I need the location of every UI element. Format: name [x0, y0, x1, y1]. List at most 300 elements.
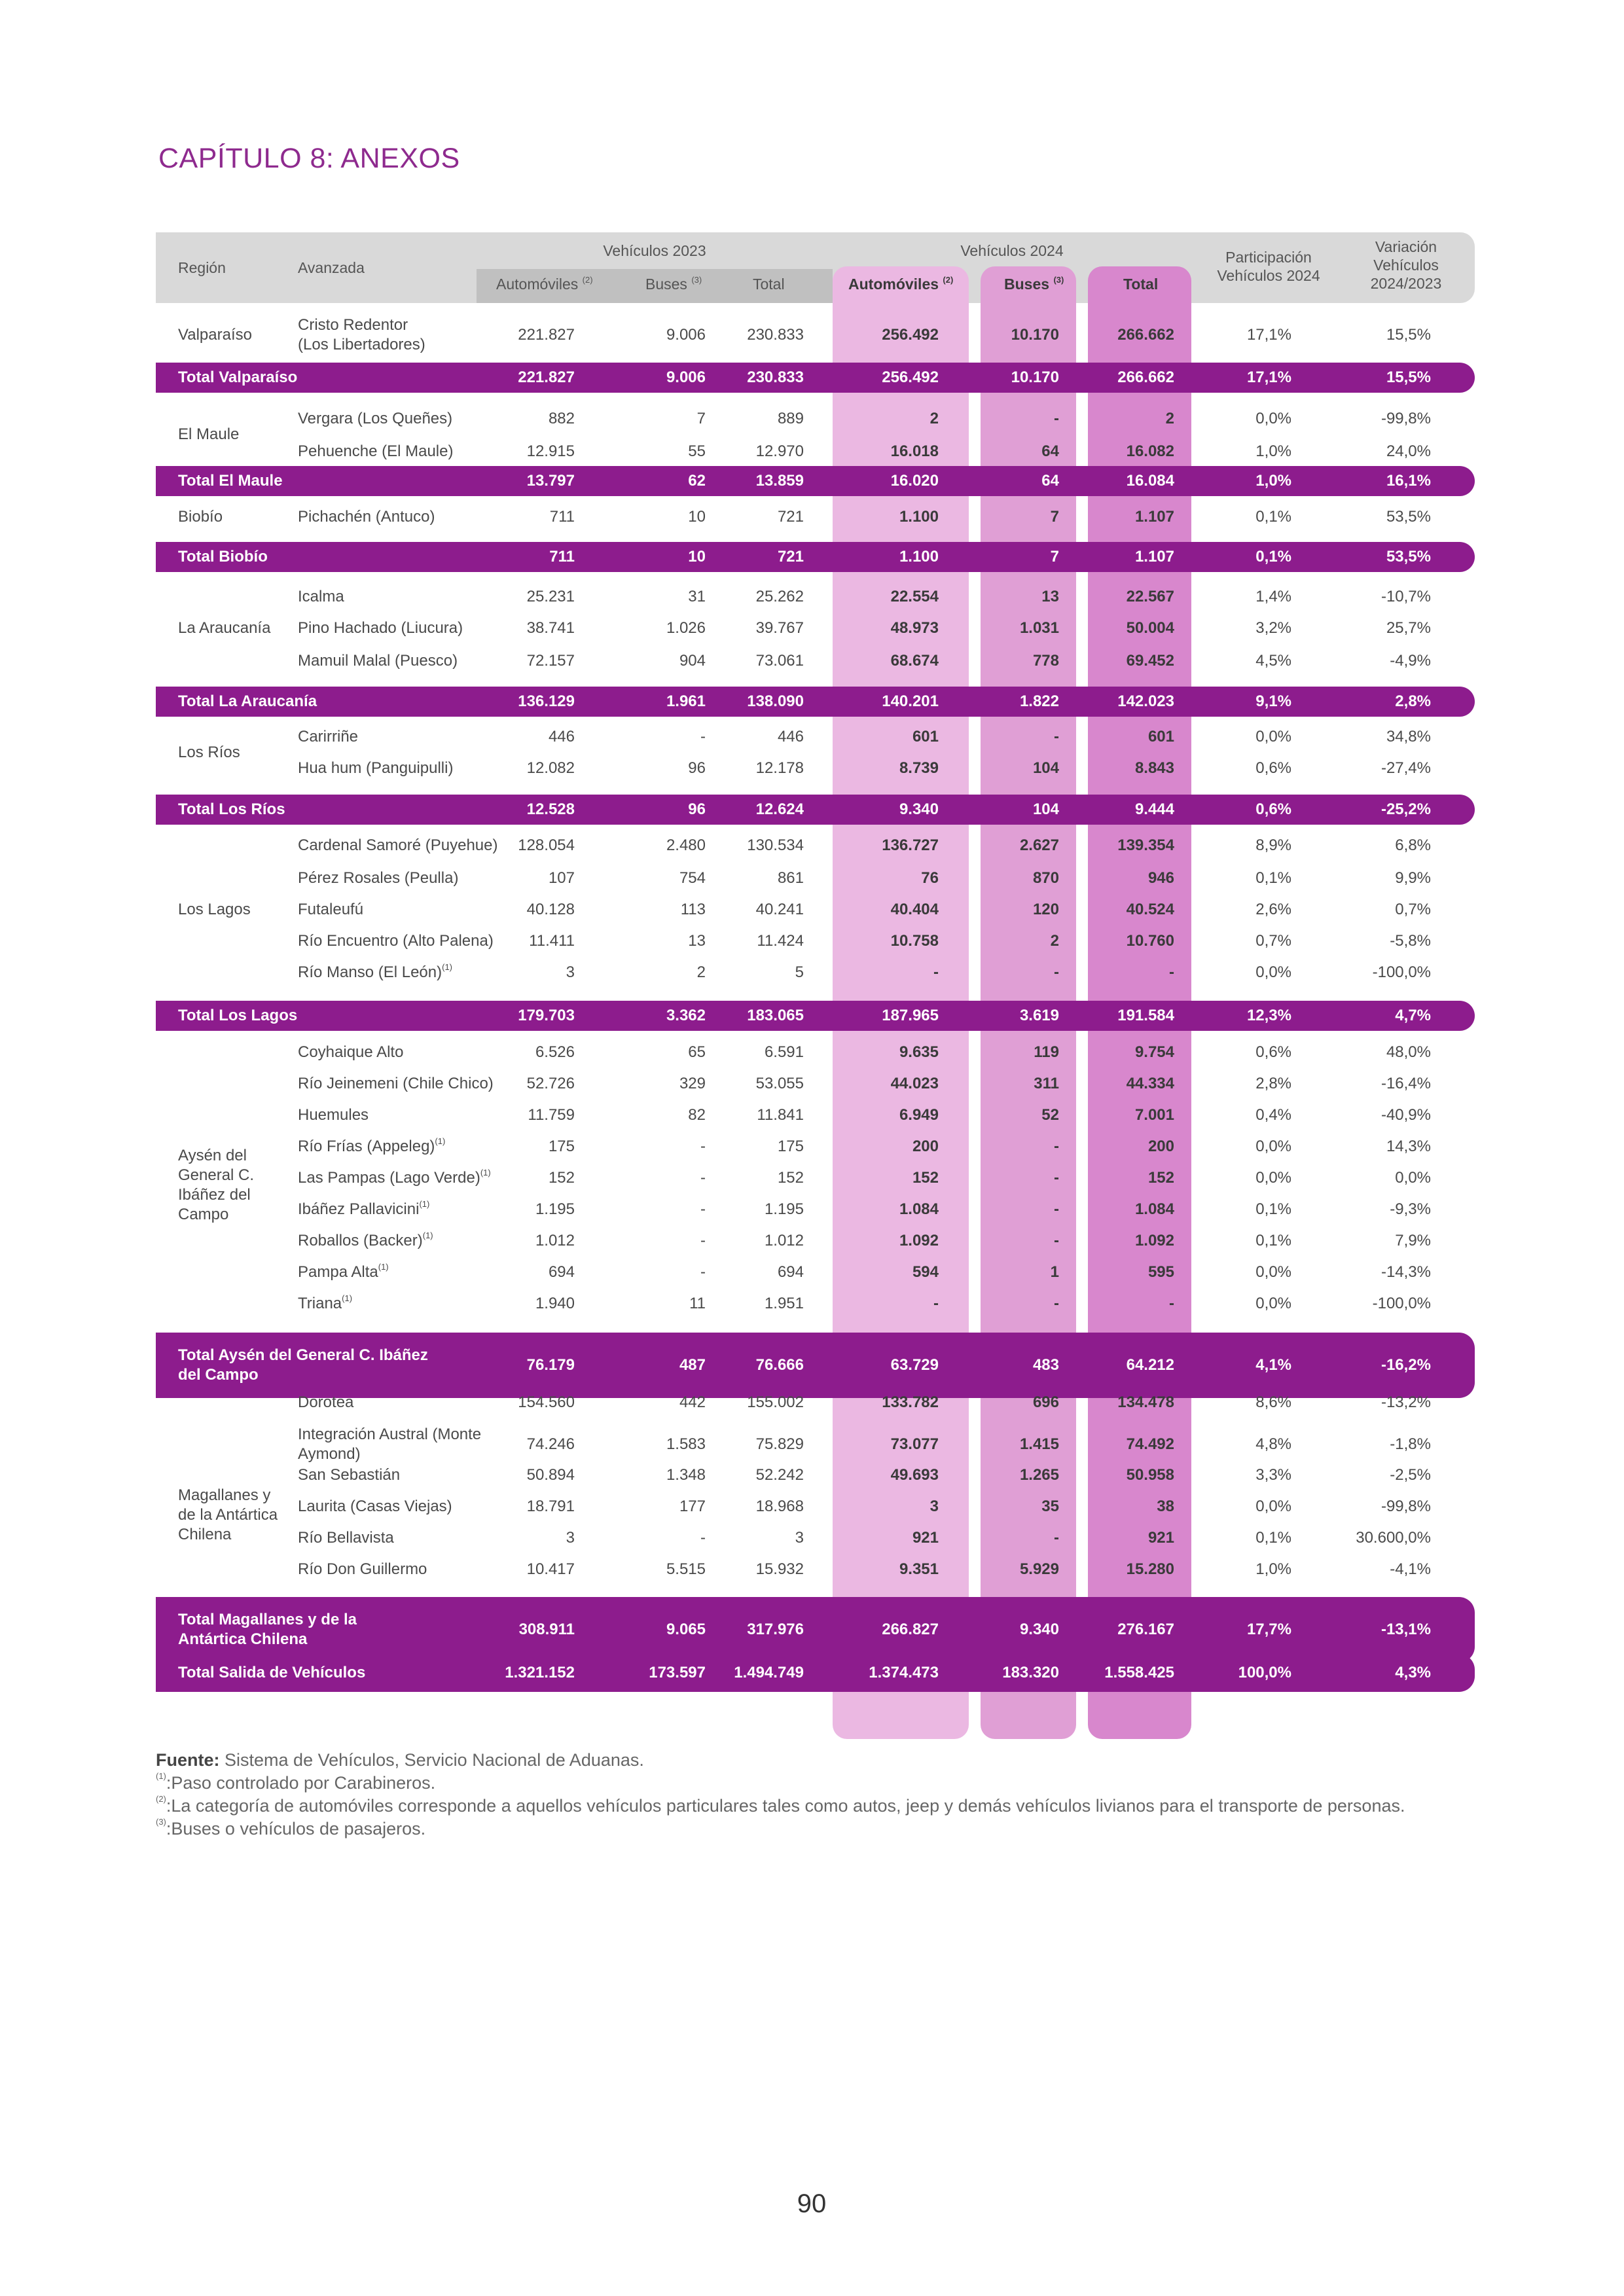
cell-part: 0,0%	[1255, 1263, 1291, 1281]
cell-var: 53,5%	[1386, 508, 1431, 526]
cell-b23: 7	[696, 410, 706, 427]
cell-b24: 870	[1032, 869, 1059, 887]
cell-b24: 5.929	[1019, 1560, 1059, 1578]
total-row	[156, 1654, 1475, 1692]
cell-a24: -	[933, 1295, 939, 1312]
cell-t23: 5	[795, 963, 804, 981]
cell-var: -25,2%	[1380, 800, 1431, 818]
page-number: 90	[797, 2189, 827, 2218]
cell-b24: 64	[1041, 472, 1059, 490]
cell-a24: 76	[921, 869, 939, 887]
cell-t23: 12.970	[755, 442, 804, 460]
cell-b23: 442	[679, 1393, 706, 1411]
cell-b23: -	[700, 1263, 706, 1281]
cell-a23: 882	[548, 410, 575, 427]
cell-var: -100,0%	[1372, 1295, 1431, 1312]
cell-b23: 31	[688, 588, 706, 605]
table-row	[156, 1390, 1475, 1416]
crossing-name: Huemules	[298, 1106, 369, 1124]
cell-part: 1,0%	[1255, 472, 1291, 490]
crossing-name: Pérez Rosales (Peulla)	[298, 869, 459, 887]
cell-var: -16,4%	[1380, 1075, 1431, 1092]
cell-a23: 3	[566, 963, 575, 981]
cell-part: 0,0%	[1255, 1138, 1291, 1155]
cell-b23: -	[700, 728, 706, 745]
cell-part: 1,0%	[1255, 1560, 1291, 1578]
cell-var: 34,8%	[1386, 728, 1431, 745]
table-row	[156, 833, 1475, 859]
cell-a24: 9.635	[899, 1043, 939, 1061]
table-row	[156, 1291, 1475, 1317]
cell-a24: 1.100	[899, 548, 939, 565]
cell-b24: 104	[1032, 800, 1059, 818]
cell-a23: 12.915	[526, 442, 575, 460]
cell-b24: 120	[1032, 901, 1059, 918]
cell-part: 1,0%	[1255, 442, 1291, 460]
region-label: Los Lagos	[178, 901, 251, 918]
cell-b24: 483	[1032, 1356, 1059, 1374]
region-label: Valparaíso	[178, 326, 252, 344]
region-label-aysen: Aysén del General C. Ibáñez del Campo	[178, 1147, 255, 1223]
crossing-name: Mamuil Malal (Puesco)	[298, 652, 458, 670]
cell-a23: 128.054	[518, 836, 575, 854]
table-row	[156, 1462, 1475, 1488]
footnotes	[156, 1749, 1405, 1840]
cell-b23: 113	[680, 901, 706, 918]
cell-t23: 230.833	[747, 368, 804, 386]
cell-var: 15,5%	[1386, 368, 1431, 386]
table-row	[156, 1494, 1475, 1520]
cell-b24: 2.627	[1019, 836, 1059, 854]
cell-a24: -	[933, 963, 939, 981]
table-row	[156, 406, 1475, 443]
table-row	[156, 1556, 1475, 1583]
table-row	[156, 1039, 1475, 1066]
crossing-name: Río Frías (Appeleg)$^{(1)}$	[298, 1136, 446, 1155]
cell-part: 2,8%	[1255, 1075, 1291, 1092]
region-label: El Maule	[178, 425, 240, 443]
crossing-name: San Sebastián	[298, 1466, 401, 1484]
cell-b24: 1	[1050, 1263, 1059, 1281]
cell-var: -14,3%	[1380, 1263, 1431, 1281]
cell-b24: -	[1054, 1138, 1059, 1155]
cell-part: 100,0%	[1238, 1664, 1291, 1681]
crossing-name: Hua hum (Panguipulli)	[298, 759, 454, 777]
cell-b24: -	[1054, 1232, 1059, 1249]
cell-var: -2,5%	[1390, 1466, 1431, 1484]
cell-a24: 1.092	[899, 1232, 939, 1249]
cell-a24: 187.965	[882, 1007, 939, 1024]
cell-t24: 44.334	[1126, 1075, 1174, 1092]
cell-var: 4,7%	[1395, 1007, 1431, 1024]
source-note: Fuente: Sistema de Vehículos, Servicio Nacional de Aduanas.	[156, 1750, 644, 1770]
cell-t23: 183.065	[747, 1007, 804, 1024]
cell-a24: 68.674	[890, 652, 939, 670]
table-row	[156, 1525, 1475, 1551]
cell-b23: -	[700, 1200, 706, 1218]
total-row	[156, 363, 1475, 393]
cell-b23: 904	[679, 652, 706, 670]
table-row	[156, 928, 1475, 954]
cell-var: 4,3%	[1395, 1664, 1431, 1681]
cell-a23: 52.726	[526, 1075, 575, 1092]
cell-b24: -	[1054, 728, 1059, 745]
crossing-name: Carirriñe	[298, 728, 359, 745]
cell-b24: 183.320	[1002, 1664, 1059, 1681]
cell-a24: 63.729	[890, 1356, 939, 1374]
cell-t23: 12.178	[755, 759, 804, 777]
cell-var: 2,8%	[1395, 692, 1431, 710]
crossing-name: Río Bellavista	[298, 1529, 394, 1547]
crossing-name: Río Don Guillermo	[298, 1560, 427, 1578]
cell-t23: 721	[777, 548, 804, 565]
cell-b23: 3.362	[666, 1007, 706, 1024]
total-row	[156, 466, 1475, 496]
cell-b24: -	[1054, 1200, 1059, 1218]
crossing-name: Integración Austral (Monte Aymond)	[298, 1426, 482, 1463]
cell-a24: 200	[912, 1138, 939, 1155]
crossing-name: Vergara (Los Queñes)	[298, 410, 453, 427]
total-row	[156, 542, 1475, 572]
cell-t23: 694	[777, 1263, 804, 1281]
cell-a24: 594	[912, 1263, 939, 1281]
cell-t24: 50.004	[1126, 619, 1174, 637]
table-row	[156, 1165, 1475, 1191]
cell-a23: 12.528	[526, 800, 575, 818]
cell-a23: 38.741	[526, 619, 575, 637]
cell-a24: 44.023	[890, 1075, 939, 1092]
cell-a24: 49.693	[890, 1466, 939, 1484]
footnote-2: $^{(2)}$:La categoría de automóviles corresponde a aquellos vehículos particulares tales como autos, jeep y demás vehículos livianos para el transporte de personas.	[156, 1794, 1405, 1816]
cell-b24: 7	[1050, 548, 1059, 565]
cell-a23: 308.911	[518, 1621, 575, 1638]
cell-t24: 9.754	[1134, 1043, 1174, 1061]
footnote-3: $^{(3)}$:Buses o vehículos de pasajeros.	[156, 1817, 426, 1839]
cell-b23: 9.006	[666, 368, 706, 386]
cell-t23: 175	[777, 1138, 804, 1155]
cell-a23: 221.827	[518, 368, 575, 386]
cell-part: 4,8%	[1255, 1435, 1291, 1453]
cell-part: 0,4%	[1255, 1106, 1291, 1124]
table-row	[156, 439, 1475, 465]
cell-var: 16,1%	[1386, 472, 1431, 490]
cell-a23: 179.703	[518, 1007, 575, 1024]
cell-a23: 446	[548, 728, 575, 745]
cell-a23: 711	[549, 548, 575, 565]
cell-a24: 601	[912, 728, 939, 745]
cell-t23: 1.012	[764, 1232, 804, 1249]
cell-t24: 16.082	[1126, 442, 1174, 460]
cell-a23: 1.940	[535, 1295, 575, 1312]
cell-t24: 142.023	[1117, 692, 1174, 710]
cell-b24: 7	[1050, 508, 1059, 526]
cell-t24: 152	[1147, 1169, 1174, 1187]
cell-var: -27,4%	[1380, 759, 1431, 777]
cell-a23: 136.129	[518, 692, 575, 710]
cell-b24: -	[1054, 963, 1059, 981]
cell-t23: 1.494.749	[734, 1664, 804, 1681]
cell-part: 0,0%	[1255, 1498, 1291, 1515]
cell-part: 2,6%	[1255, 901, 1291, 918]
cell-a23: 175	[548, 1138, 575, 1155]
cell-t24: 946	[1147, 869, 1174, 887]
cell-b23: 96	[688, 759, 706, 777]
cell-t23: 1.951	[764, 1295, 804, 1312]
cell-a23: 76.179	[526, 1356, 575, 1374]
cell-b23: 754	[679, 869, 706, 887]
cell-part: 9,1%	[1255, 692, 1291, 710]
table-row	[156, 1259, 1475, 1285]
cell-t24: 38	[1157, 1498, 1174, 1515]
cell-t23: 13.859	[755, 472, 804, 490]
total-label: Total Los Ríos	[178, 800, 285, 818]
crossing-name: Pehuenche (El Maule)	[298, 442, 454, 460]
header-total-2023: Total	[753, 276, 785, 293]
cell-b24: 9.340	[1019, 1621, 1059, 1638]
total-label: Total Biobío	[178, 548, 268, 565]
cell-a24: 8.739	[899, 759, 939, 777]
crossing-name: Ibáñez Pallavicini$^{(1)}$	[298, 1199, 430, 1218]
cell-part: 17,1%	[1246, 368, 1291, 386]
cell-t24: 74.492	[1126, 1435, 1174, 1453]
cell-t23: 152	[777, 1169, 804, 1187]
cell-a23: 74.246	[526, 1435, 575, 1453]
cell-b23: 10	[688, 508, 706, 526]
cell-a24: 256.492	[882, 368, 939, 386]
cell-a24: 1.374.473	[869, 1664, 939, 1681]
crossing-name: Río Manso (El León)$^{(1)}$	[298, 962, 452, 981]
cell-b23: 9.006	[666, 326, 706, 344]
cell-a24: 152	[912, 1169, 939, 1187]
cell-b24: 119	[1034, 1043, 1059, 1061]
cell-t23: 75.829	[755, 1435, 804, 1453]
crossing-name: Cristo Redentor (Los Libertadores)	[298, 316, 425, 353]
total-label: Total El Maule	[178, 472, 283, 490]
cell-t23: 11.424	[757, 932, 804, 950]
cell-a23: 10.417	[526, 1560, 575, 1578]
cell-part: 17,7%	[1246, 1621, 1291, 1638]
crossing-name: Coyhaique Alto	[298, 1043, 404, 1061]
cell-a23: 107	[548, 869, 575, 887]
table-row	[156, 1228, 1475, 1254]
cell-b24: 10.170	[1011, 368, 1059, 386]
cell-part: 0,1%	[1255, 869, 1291, 887]
cell-t23: 317.976	[747, 1621, 804, 1638]
cell-b24: 35	[1041, 1498, 1059, 1515]
cell-part: 0,6%	[1255, 759, 1291, 777]
cell-t24: 9.444	[1134, 800, 1174, 818]
table-row	[156, 584, 1475, 610]
cell-t23: 12.624	[755, 800, 804, 818]
crossing-name: Icalma	[298, 588, 344, 605]
total-label: Total Salida de Vehículos	[178, 1664, 366, 1681]
cell-a24: 266.827	[882, 1621, 939, 1638]
cell-part: 0,7%	[1255, 932, 1291, 950]
cell-b23: 13	[688, 932, 706, 950]
cell-b23: 173.597	[649, 1664, 706, 1681]
cell-var: 0,7%	[1395, 901, 1431, 918]
cell-b23: 1.961	[666, 692, 706, 710]
cell-t23: 130.534	[747, 836, 804, 854]
total-label: Total La Araucanía	[178, 692, 317, 710]
cell-a24: 136.727	[882, 836, 939, 854]
total-label: Total Valparaíso	[178, 368, 298, 386]
total-row	[156, 687, 1475, 717]
total-label: Total Los Lagos	[178, 1007, 298, 1024]
cell-b24: 52	[1041, 1106, 1059, 1124]
cell-part: 0,0%	[1255, 728, 1291, 745]
cell-b23: 1.583	[666, 1435, 706, 1453]
cell-b23: 1.026	[666, 619, 706, 637]
cell-t24: 2	[1165, 410, 1174, 427]
cell-a23: 1.195	[535, 1200, 575, 1218]
cell-t23: 446	[777, 728, 804, 745]
cell-t24: 921	[1147, 1529, 1174, 1547]
cell-a24: 16.018	[890, 442, 939, 460]
cell-t23: 25.262	[755, 588, 804, 605]
cell-var: -40,9%	[1380, 1106, 1431, 1124]
crossing-name: Pampa Alta$^{(1)}$	[298, 1262, 389, 1281]
cell-b24: 64	[1041, 442, 1059, 460]
cell-var: 9,9%	[1395, 869, 1431, 887]
cell-b23: 487	[679, 1356, 706, 1374]
header-region: Región	[178, 259, 226, 276]
cell-part: 1,4%	[1255, 588, 1291, 605]
cell-a23: 18.791	[526, 1498, 575, 1515]
cell-t24: 10.760	[1126, 932, 1174, 950]
cell-var: 0,0%	[1395, 1169, 1431, 1187]
header-participacion: Participación Vehículos 2024	[1217, 249, 1320, 284]
header-total-2024: Total	[1123, 276, 1159, 293]
crossing-name: Río Encuentro (Alto Palena)	[298, 932, 494, 950]
cell-t24: 595	[1147, 1263, 1174, 1281]
cell-var: -1,8%	[1390, 1435, 1431, 1453]
cell-t23: 40.241	[755, 901, 804, 918]
cell-a23: 1.321.152	[505, 1664, 575, 1681]
table-row	[156, 615, 1475, 641]
cell-b24: 778	[1032, 652, 1059, 670]
cell-var: 25,7%	[1386, 619, 1431, 637]
cell-t24: 139.354	[1117, 836, 1174, 854]
cell-t24: -	[1169, 1295, 1174, 1312]
cell-b23: 82	[688, 1106, 706, 1124]
cell-b23: 96	[688, 800, 706, 818]
cell-a23: 152	[548, 1169, 575, 1187]
cell-a24: 133.782	[882, 1393, 939, 1411]
cell-a23: 13.797	[526, 472, 575, 490]
cell-var: -5,8%	[1390, 932, 1431, 950]
region-label: Los Ríos	[178, 744, 240, 761]
cell-t24: 1.558.425	[1104, 1664, 1174, 1681]
header-avanzada: Avanzada	[298, 259, 365, 276]
table-row	[156, 1196, 1475, 1223]
cell-a23: 11.411	[529, 932, 575, 950]
header-buses-2024: Buses $^{(3)}$	[1004, 275, 1064, 293]
total-label: Total Aysén del General C. Ibáñez del Campo	[178, 1346, 428, 1384]
cell-var: -9,3%	[1390, 1200, 1431, 1218]
header-variacion: Variación Vehículos 2024/2023	[1370, 238, 1442, 292]
cell-b24: 104	[1032, 759, 1059, 777]
cell-t24: -	[1169, 963, 1174, 981]
cell-part: 17,1%	[1246, 326, 1291, 344]
cell-b24: 1.822	[1019, 692, 1059, 710]
cell-b24: 13	[1041, 588, 1059, 605]
table-row	[156, 504, 1475, 530]
crossing-name: Pichachén (Antuco)	[298, 508, 435, 526]
cell-a24: 9.340	[899, 800, 939, 818]
cell-part: 0,1%	[1255, 548, 1291, 565]
cell-t24: 134.478	[1117, 1393, 1174, 1411]
cell-var: 53,5%	[1386, 548, 1431, 565]
cell-var: 15,5%	[1386, 326, 1431, 344]
cell-t24: 1.092	[1134, 1232, 1174, 1249]
region-label-magallanes: Magallanes y de la Antártica Chilena	[178, 1486, 278, 1543]
header-vehiculos-2024: Vehículos 2024	[960, 242, 1064, 259]
table-row	[156, 865, 1475, 891]
crossing-name: Triana$^{(1)}$	[298, 1293, 353, 1312]
cell-b23: -	[700, 1169, 706, 1187]
cell-b24: 2	[1050, 932, 1059, 950]
cell-a23: 6.526	[535, 1043, 575, 1061]
cell-a24: 40.404	[890, 901, 939, 918]
cell-var: -99,8%	[1380, 1498, 1431, 1515]
cell-b23: 5.515	[666, 1560, 706, 1578]
cell-b23: 9.065	[666, 1621, 706, 1638]
cell-b23: 177	[679, 1498, 706, 1515]
table-row	[156, 648, 1475, 674]
cell-t24: 7.001	[1134, 1106, 1174, 1124]
cell-t24: 601	[1147, 728, 1174, 745]
cell-a24: 22.554	[890, 588, 939, 605]
cell-b24: 1.415	[1019, 1435, 1059, 1453]
cell-part: 3,2%	[1255, 619, 1291, 637]
cell-a24: 1.100	[899, 508, 939, 526]
cell-t23: 3	[795, 1529, 804, 1547]
cell-var: -4,9%	[1390, 652, 1431, 670]
cell-a24: 1.084	[899, 1200, 939, 1218]
cell-t23: 721	[777, 508, 804, 526]
total-row	[156, 1333, 1475, 1398]
cell-t23: 1.195	[764, 1200, 804, 1218]
cell-t24: 276.167	[1117, 1621, 1174, 1638]
header-autos-2024: Automóviles $^{(2)}$	[848, 275, 954, 293]
footnote-1: $^{(1)}$:Paso controlado por Carabineros.	[156, 1771, 436, 1793]
cell-var: 48,0%	[1386, 1043, 1431, 1061]
cell-t23: 53.055	[755, 1075, 804, 1092]
cell-b24: 1.031	[1019, 619, 1059, 637]
cell-part: 0,1%	[1255, 1529, 1291, 1547]
cell-t24: 8.843	[1134, 759, 1174, 777]
cell-a23: 50.894	[526, 1466, 575, 1484]
cell-t23: 39.767	[755, 619, 804, 637]
cell-part: 8,9%	[1255, 836, 1291, 854]
cell-t24: 266.662	[1117, 326, 1174, 344]
cell-b23: -	[700, 1138, 706, 1155]
cell-part: 4,1%	[1255, 1356, 1291, 1374]
cell-a24: 10.758	[890, 932, 939, 950]
table-row	[156, 960, 1475, 986]
cell-var: -13,1%	[1380, 1621, 1431, 1638]
cell-t24: 40.524	[1126, 901, 1174, 918]
cell-part: 0,1%	[1255, 1232, 1291, 1249]
cell-var: -10,7%	[1380, 588, 1431, 605]
cell-t23: 76.666	[755, 1356, 804, 1374]
cell-part: 0,0%	[1255, 963, 1291, 981]
cell-b23: 329	[679, 1075, 706, 1092]
cell-a23: 221.827	[518, 326, 575, 344]
cell-t24: 69.452	[1126, 652, 1174, 670]
cell-t24: 1.107	[1134, 548, 1174, 565]
